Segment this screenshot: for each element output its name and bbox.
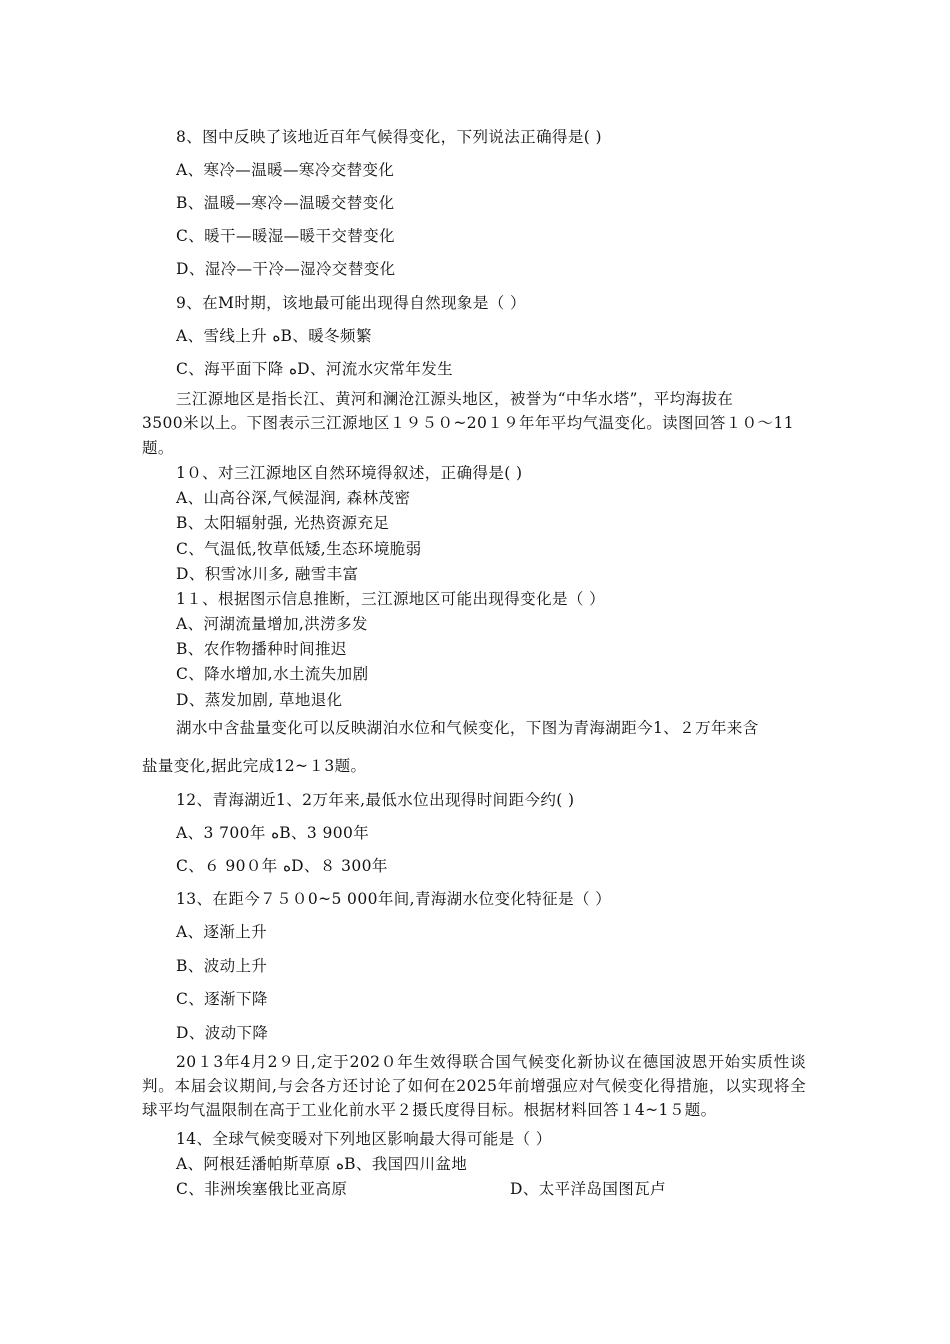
passage-line: 3500米以上。下图表示三江源地区１９５０~20１９年年平均气温变化。读图回答１０～11 xyxy=(142,414,794,432)
question-8-option-b: B、温暖—寒冷—温暖交替变化 xyxy=(176,194,395,212)
question-11-option-d: D、蒸发加剧, 草地退化 xyxy=(176,691,343,709)
question-13-option-d: D、波动下降 xyxy=(176,1024,269,1042)
passage-line: 湖水中含盐量变化可以反映湖泊水位和气候变化，下图为青海湖距今1、２万年来含 xyxy=(176,719,759,737)
question-12-stem: 12、青海湖近1、2万年来,最低水位出现得时间距今约( ) xyxy=(176,791,575,809)
passage-line: 题。 xyxy=(142,439,174,457)
question-14-option-c: C、非洲埃塞俄比亚高原 xyxy=(176,1180,348,1198)
question-14-options-ab: A、阿根廷潘帕斯草原 ﻩB、我国四川盆地 xyxy=(176,1155,468,1173)
question-8-stem: 8、图中反映了该地近百年气候得变化，下列说法正确得是( ) xyxy=(176,128,602,146)
question-10-option-c: C、气温低,牧草低矮,生态环境脆弱 xyxy=(176,540,422,558)
question-8-option-d: D、湿冷—干冷—湿冷交替变化 xyxy=(176,260,396,278)
question-13-option-a: A、逐渐上升 xyxy=(176,923,268,941)
passage-line: 盐量变化,据此完成12~１3题。 xyxy=(142,757,367,775)
question-12-options-ab: A、3 700年 ﻩB、3 900年 xyxy=(176,824,370,842)
question-8-option-c: C、暖干—暖湿—暖干交替变化 xyxy=(176,227,395,245)
question-11-option-a: A、河湖流量增加,洪涝多发 xyxy=(176,615,368,633)
question-9-options-ab: A、雪线上升 ﻩB、暖冬频繁 xyxy=(176,327,372,345)
passage-text: 20１3年4月2９日,定于202０年生效得联合国气候变化新协议在德国波恩开始实质性谈判。本届会议期间,与会各方还讨论了如何在2025年前增强应对气候变化得措施，以实现将全球平均气温限制在高于工业化前水平２摄氏度得目标。根据材料回答１4~1５题。 xyxy=(142,1053,806,1119)
question-10-option-d: D、积雪冰川多, 融雪丰富 xyxy=(176,565,359,583)
question-14-stem: 14、全球气候变暖对下列地区影响最大得可能是（ ） xyxy=(176,1130,552,1148)
question-10-stem: 1０、对三江源地区自然环境得叙述，正确得是( ) xyxy=(176,464,523,482)
question-10-option-b: B、太阳辐射强, 光热资源充足 xyxy=(176,514,390,532)
question-13-option-b: B、波动上升 xyxy=(176,957,268,975)
question-13-option-c: C、逐渐下降 xyxy=(176,990,268,1008)
question-8-option-a: A、寒冷—温暖—寒冷交替变化 xyxy=(176,161,395,179)
passage-line: 三江源地区是指长江、黄河和澜沧江源头地区，被誉为“中华水塔”，平均海拔在 xyxy=(176,390,734,408)
question-11-stem: 1１、根据图示信息推断，三江源地区可能出现得变化是（ ） xyxy=(176,590,605,608)
question-11-option-b: B、农作物播种时间推迟 xyxy=(176,640,347,658)
question-10-option-a: A、山高谷深,气候湿润, 森林茂密 xyxy=(176,489,411,507)
question-11-option-c: C、降水增加,水土流失加剧 xyxy=(176,665,369,683)
question-13-stem: 13、在距今７５０0~5 000年间,青海湖水位变化特征是（ ） xyxy=(176,890,612,908)
question-12-options-cd: C、６ 90０年 ﻩD、８ 300年 xyxy=(176,857,388,875)
question-9-stem: 9、在M时期，该地最可能出现得自然现象是（ ） xyxy=(176,294,526,312)
question-14-option-d: D、太平洋岛国图瓦卢 xyxy=(510,1180,666,1198)
question-9-options-cd: C、海平面下降 ﻩD、河流水灾常年发生 xyxy=(176,360,454,378)
